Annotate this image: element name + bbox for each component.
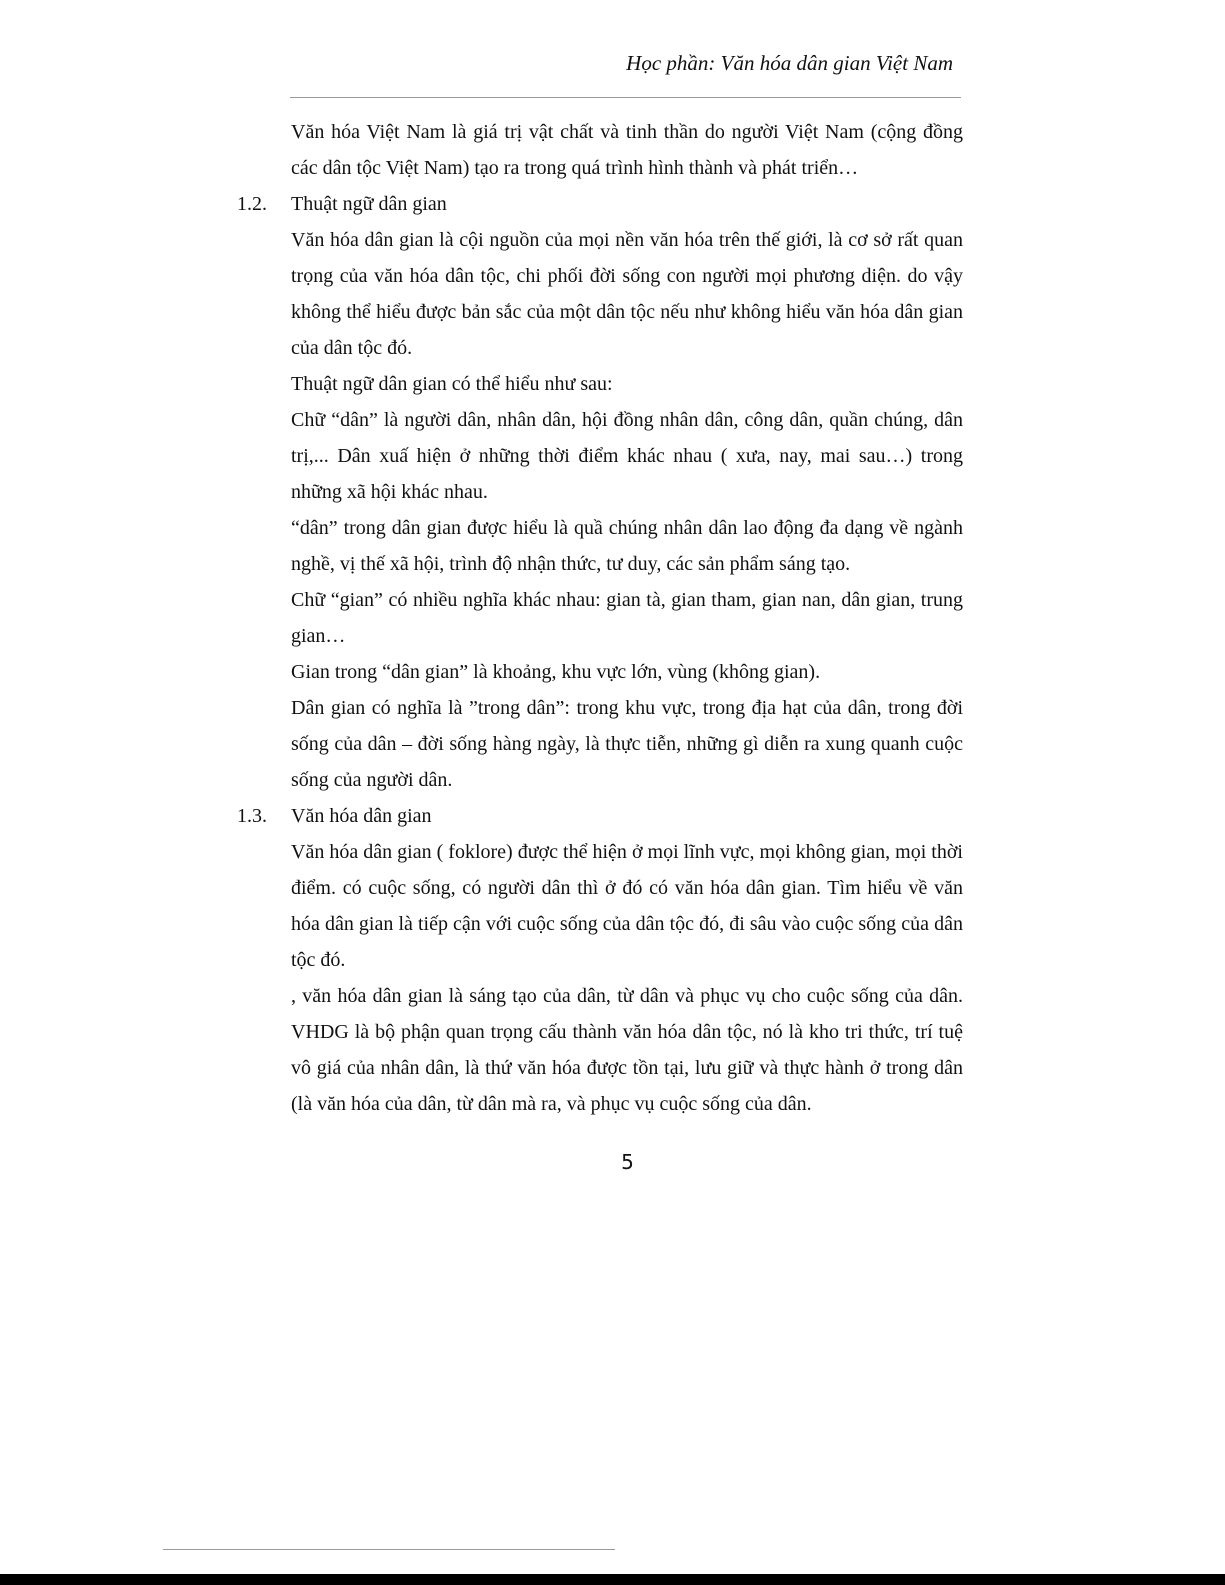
paragraph: Chữ “gian” có nhiều nghĩa khác nhau: gian tà, gian tham, gian nan, dân gian, trung gian…	[291, 589, 963, 647]
header-divider	[290, 97, 961, 98]
paragraph: “dân” trong dân gian được hiểu là quầ chúng nhân dân lao động đa dạng về ngành nghề, vị thế xã hội, trình độ nhận thức, tư duy, các sản phẩm sáng tạo.	[291, 517, 963, 575]
section-number: 1.3.	[237, 805, 267, 827]
paragraph: Văn hóa dân gian ( foklore) được thể hiện ở mọi lĩnh vực, mọi không gian, mọi thời điểm. có cuộc sống, có người dân thì ở đó có văn hóa dân gian. Tìm hiểu về văn hóa dân gian là tiếp cận với cuộc sống của dân tộc đó, đi sâu vào cuộc sống của dân tộc đó.	[291, 841, 963, 971]
paragraph: , văn hóa dân gian là sáng tạo của dân, từ dân và phục vụ cho cuộc sống của dân. VHDG là bộ phận quan trọng cấu thành văn hóa dân tộc, nó là kho tri thức, trí tuệ vô giá của nhân dân, là thứ văn hóa được tồn tại, lưu giữ và thực hành ở trong dân (là văn hóa của dân, từ dân mà ra, và phục vụ cuộc sống của dân.	[291, 985, 963, 1115]
running-header: Học phần: Văn hóa dân gian Việt Nam	[626, 51, 953, 75]
document-body	[0, 114, 1225, 1122]
intro-paragraph: Văn hóa Việt Nam là giá trị vật chất và tinh thần do người Việt Nam (cộng đồng các dân tộc Việt Nam) tạo ra trong quá trình hình thành và phát triển…	[291, 121, 963, 179]
section-heading-1-2	[0, 186, 1225, 222]
section-number: 1.2.	[237, 193, 267, 215]
section-title: Thuật ngữ dân gian	[291, 193, 447, 215]
paragraph: Gian trong “dân gian” là khoảng, khu vực lớn, vùng (không gian).	[291, 661, 821, 683]
paragraph: Dân gian có nghĩa là ”trong dân”: trong khu vực, trong địa hạt của dân, trong đời sống của dân – đời sống hàng ngày, là thực tiễn, những gì diễn ra xung quanh cuộc sống của người dân.	[291, 697, 963, 791]
page-number: 5	[621, 1150, 634, 1174]
paragraph: Chữ “dân” là người dân, nhân dân, hội đồng nhân dân, công dân, quần chúng, dân trị,... Dân xuấ hiện ở những thời điểm khác nhau ( xưa, nay, mai sau…) trong những xã hội khác nhau.	[291, 409, 963, 503]
footnote-divider	[163, 1549, 615, 1550]
paragraph: Văn hóa dân gian là cội nguồn của mọi nền văn hóa trên thế giới, là cơ sở rất quan trọng của văn hóa dân tộc, chi phối đời sống con người mọi phương diện. do vậy không thể hiểu được bản sắc của một dân tộc nếu như không hiểu văn hóa dân gian của dân tộc đó.	[291, 229, 963, 359]
section-heading-1-3	[0, 798, 1225, 834]
paragraph: Thuật ngữ dân gian có thể hiểu như sau:	[291, 373, 613, 395]
page-bottom-edge	[0, 1574, 1225, 1585]
section-title: Văn hóa dân gian	[291, 805, 432, 827]
